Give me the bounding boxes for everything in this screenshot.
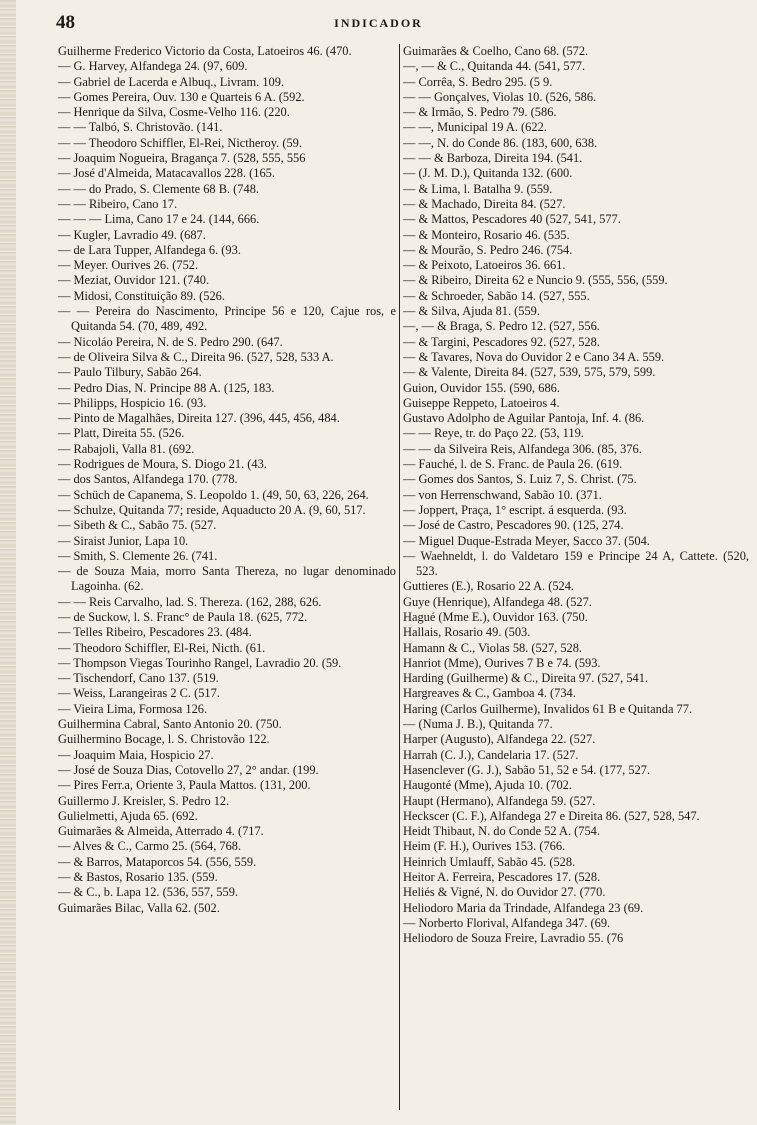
directory-entry: Guilherme Frederico Victorio da Costa, Latoeiros 46. (470. [58,44,352,58]
right-column [403,44,749,1114]
directory-entry: — & Valente, Direita 84. (527, 539, 575, 579, 599. [403,365,656,380]
directory-entry: — — & Barboza, Direita 194. (541. [403,151,583,166]
directory-entry: — Pedro Dias, N. Principe 88 A. (125, 183. [58,380,275,395]
directory-entry: — Waehneldt, l. do Valdetaro 159 e Principe 24 A, Cattete. (520, 523. [403,548,749,579]
directory-entry: — Norberto Florival, Alfandega 347. (69. [403,915,611,930]
directory-entry: — Vieira Lima, Formosa 126. [58,701,208,716]
running-head: INDICADOR [334,16,423,30]
directory-entry: — Platt, Direita 55. (526. [58,426,185,441]
directory-entry: — José d'Almeida, Matacavallos 228. (165. [58,166,275,181]
directory-entry: — & Monteiro, Rosario 46. (535. [403,227,570,242]
directory-entry: — & Mattos, Pescadores 40 (527, 541, 577. [403,212,621,227]
directory-entry: — Paulo Tilbury, Sabão 264. [58,365,202,380]
directory-entry: — — Ribeiro, Cano 17. [58,196,178,211]
directory-entry: —, — & C., Quitanda 44. (541, 577. [403,59,586,74]
directory-entry: — — Reye, tr. do Paço 22. (53, 119. [403,426,584,441]
directory-entry: — de Souza Maia, morro Santa Thereza, no lugar denominado Lagoinha. (62. [58,564,396,594]
directory-entry: — — Talbó, S. Christovão. (141. [58,120,223,135]
directory-entry: — José de Castro, Pescadores 90. (125, 274. [403,518,624,533]
directory-entry: — —, Municipal 19 A. (622. [403,120,547,135]
directory-entry: — Corrêa, S. Bedro 295. (5 9. [403,74,553,89]
directory-entry: — Nicoláo Pereira, N. de S. Pedro 290. (647. [58,334,283,349]
directory-entry: — & Barros, Mataporcos 54. (556, 559. [58,854,257,869]
directory-entry: Hagué (Mme E.), Ouvidor 163. (750. [403,609,588,624]
directory-entry: Hanriot (Mme), Ourives 7 B e 74. (593. [403,655,601,670]
directory-entry: — Meziat, Ouvidor 121. (740. [58,273,210,288]
directory-entry: — Henrique da Silva, Cosme-Velho 116. (220. [58,105,290,120]
directory-entry: Guimarães & Coelho, Cano 68. (572. [403,44,589,58]
directory-entry: — & Lima, l. Batalha 9. (559. [403,181,553,196]
directory-entry: Hargreaves & C., Gamboa 4. (734. [403,686,576,701]
directory-entry: — G. Harvey, Alfandega 24. (97, 609. [58,59,248,74]
directory-entry: — Pires Ferr.a, Oriente 3, Paula Mattos. (131, 200. [58,778,311,793]
directory-entry: Heim (F. H.), Ourives 153. (766. [403,839,566,854]
directory-entry: — & Schroeder, Sabão 14. (527, 555. [403,288,590,303]
directory-entry: Hasenclever (G. J.), Sabão 51, 52 e 54. (177, 527. [403,762,651,777]
directory-entry: — Siraist Junior, Lapa 10. [58,533,189,548]
directory-entry: Guillermo J. Kreisler, S. Pedro 12. [58,793,230,808]
directory-entry: Guimarães Bilac, Valla 62. (502. [58,900,220,915]
directory-entry: Heitor A. Ferreira, Pescadores 17. (528. [403,870,601,885]
directory-entry: — Theodoro Schiffler, El-Rei, Nicth. (61. [58,640,266,655]
directory-entry: Harper (Augusto), Alfandega 22. (527. [403,732,596,747]
page-header [0,12,757,34]
directory-entry: Heckscer (C. F.), Alfandega 27 e Direita 86. (527, 528, 547. [403,808,700,823]
directory-entry: — Rodrigues de Moura, S. Diogo 21. (43. [58,457,267,472]
directory-entry: — Gomes Pereira, Ouv. 130 e Quarteis 6 A. (592. [58,89,305,104]
directory-entry: — Miguel Duque-Estrada Meyer, Sacco 37. (504. [403,533,650,548]
directory-entry: Haupt (Hermano), Alfandega 59. (527. [403,793,596,808]
directory-entry: — Smith, S. Clemente 26. (741. [58,548,218,563]
directory-entry: — — Reis Carvalho, lad. S. Thereza. (162, 288, 626. [58,594,322,609]
directory-entry: Guilhermina Cabral, Santo Antonio 20. (750. [58,717,282,732]
directory-entry: — — da Silveira Reis, Alfandega 306. (85, 376. [403,441,642,456]
directory-entry: — —, N. do Conde 86. (183, 600, 638. [403,135,598,150]
directory-entry: — Meyer. Ourives 26. (752. [58,258,199,273]
directory-entry: Heinrich Umlauff, Sabão 45. (528. [403,854,576,869]
directory-entry: Heliés & Vigné, N. do Ouvidor 27. (770. [403,885,606,900]
directory-entry: — & Mourão, S. Pedro 246. (754. [403,242,573,257]
directory-entry: — — — Lima, Cano 17 e 24. (144, 666. [58,212,260,227]
directory-entry: — (J. M. D.), Quitanda 132. (600. [403,166,573,181]
directory-entry: — & Ribeiro, Direita 62 e Nuncio 9. (555, 556, (559. [403,273,668,288]
directory-entry: — José de Souza Dias, Cotovello 27, 2° andar. (199. [58,762,319,777]
directory-entry: — Joaquim Maia, Hospicio 27. [58,747,214,762]
binding-edge [0,0,16,1125]
directory-entry: — Gomes dos Santos, S. Luiz 7, S. Christ. (75. [403,472,637,487]
directory-entry: — & Irmão, S. Pedro 79. (586. [403,105,557,120]
directory-entry: — & Bastos, Rosario 135. (559. [58,870,218,885]
directory-entry: — — Theodoro Schiffler, El-Rei, Nictheroy. (59. [58,135,302,150]
directory-entry: Heidt Thibaut, N. do Conde 52 A. (754. [403,824,600,839]
directory-entry: — & C., b. Lapa 12. (536, 557, 559. [58,885,238,900]
directory-entry: — Thompson Viegas Tourinho Rangel, Lavradio 20. (59. [58,655,342,670]
directory-entry: — Schulze, Quitanda 77; reside, Aquaducto 20 A. (9, 60, 517. [58,502,366,517]
directory-entry: — Rabajoli, Valla 81. (692. [58,441,195,456]
directory-entry: Heliodoro Maria da Trindade, Alfandega 23 (69. [403,900,644,915]
directory-entry: — Telles Ribeiro, Pescadores 23. (484. [58,625,252,640]
directory-entry: Haring (Carlos Guilherme), Invalidos 61 B e Quitanda 77. [403,701,693,716]
page-number: 48 [56,12,75,33]
directory-entry: — & Targini, Pescadores 92. (527, 528. [403,334,600,349]
directory-entry: Gulielmetti, Ajuda 65. (692. [58,808,198,823]
directory-entry: — & Peixoto, Latoeiros 36. 661. [403,258,566,273]
directory-entry: Guye (Henrique), Alfandega 48. (527. [403,594,592,609]
directory-entry: — de Lara Tupper, Alfandega 6. (93. [58,242,241,257]
directory-entry: Guimarães & Almeida, Atterrado 4. (717. [58,824,264,839]
directory-entry: — — Gonçalves, Violas 10. (526, 586. [403,89,597,104]
directory-entry: —, — & Braga, S. Pedro 12. (527, 556. [403,319,600,334]
directory-entry: Heliodoro de Souza Freire, Lavradio 55. (76 [403,931,624,946]
directory-entry: — Schüch de Capanema, S. Leopoldo 1. (49, 50, 63, 226, 264. [58,487,369,502]
directory-entry: — Philipps, Hospicio 16. (93. [58,395,207,410]
column-divider [399,44,400,1110]
directory-entry: Hallais, Rosario 49. (503. [403,625,531,640]
directory-entry: — Tischendorf, Cano 137. (519. [58,671,219,686]
directory-entry: Harding (Guilherme) & C., Direita 97. (527, 541. [403,671,649,686]
directory-entry: — & Machado, Direita 84. (527. [403,196,566,211]
directory-entry: — Gabriel de Lacerda e Albuq., Livram. 109. [58,74,285,89]
directory-entry: — dos Santos, Alfandega 170. (778. [58,472,238,487]
directory-entry: — Joppert, Praça, 1° escript. á esquerda. (93. [403,502,627,517]
directory-entry: — & Tavares, Nova do Ouvidor 2 e Cano 34 A. 559. [403,349,665,364]
directory-entry: — Midosi, Constituição 89. (526. [58,288,225,303]
directory-entry: — Sibeth & C., Sabão 75. (527. [58,518,217,533]
directory-entry: — Kugler, Lavradio 49. (687. [58,227,206,242]
directory-entry: Haugonté (Mme), Ajuda 10. (702. [403,778,572,793]
directory-entry: — Joaquim Nogueira, Bragança 7. (528, 555, 556 [58,151,306,166]
directory-entry: — Alves & C., Carmo 25. (564, 768. [58,839,242,854]
directory-entry: Guilhermino Bocage, l. S. Christovão 122. [58,732,270,747]
directory-entry: — Weiss, Larangeiras 2 C. (517. [58,686,220,701]
directory-entry: — & Silva, Ajuda 81. (559. [403,304,540,319]
directory-entry: Harrah (C. J.), Candelaria 17. (527. [403,747,579,762]
directory-entry: — (Numa J. B.), Quitanda 77. [403,717,553,732]
directory-entry: — — Pereira do Nascimento, Principe 56 e 120, Cajue ros, e Quitanda 54. (70, 489, 492. [58,304,396,334]
directory-entry: — — do Prado, S. Clemente 68 B. (748. [58,181,259,196]
left-column [58,44,396,1114]
directory-entry: — de Suckow, l. S. Franc° de Paula 18. (625, 772. [58,609,308,624]
directory-entry: — de Oliveira Silva & C., Direita 96. (527, 528, 533 A. [58,349,334,364]
directory-entry: — Fauché, l. de S. Franc. de Paula 26. (619. [403,457,623,472]
directory-entry: — von Herrenschwand, Sabão 10. (371. [403,487,602,502]
directory-entry: Guiseppe Reppeto, Latoeiros 4. [403,395,560,410]
directory-entry: — Pinto de Magalhães, Direita 127. (396, 445, 456, 484. [58,411,340,426]
directory-entry: Gustavo Adolpho de Aguilar Pantoja, Inf. 4. (86. [403,411,645,426]
directory-entry: Hamann & C., Violas 58. (527, 528. [403,640,583,655]
directory-entry: Guttieres (E.), Rosario 22 A. (524. [403,579,575,594]
directory-entry: Guion, Ouvidor 155. (590, 686. [403,380,560,395]
